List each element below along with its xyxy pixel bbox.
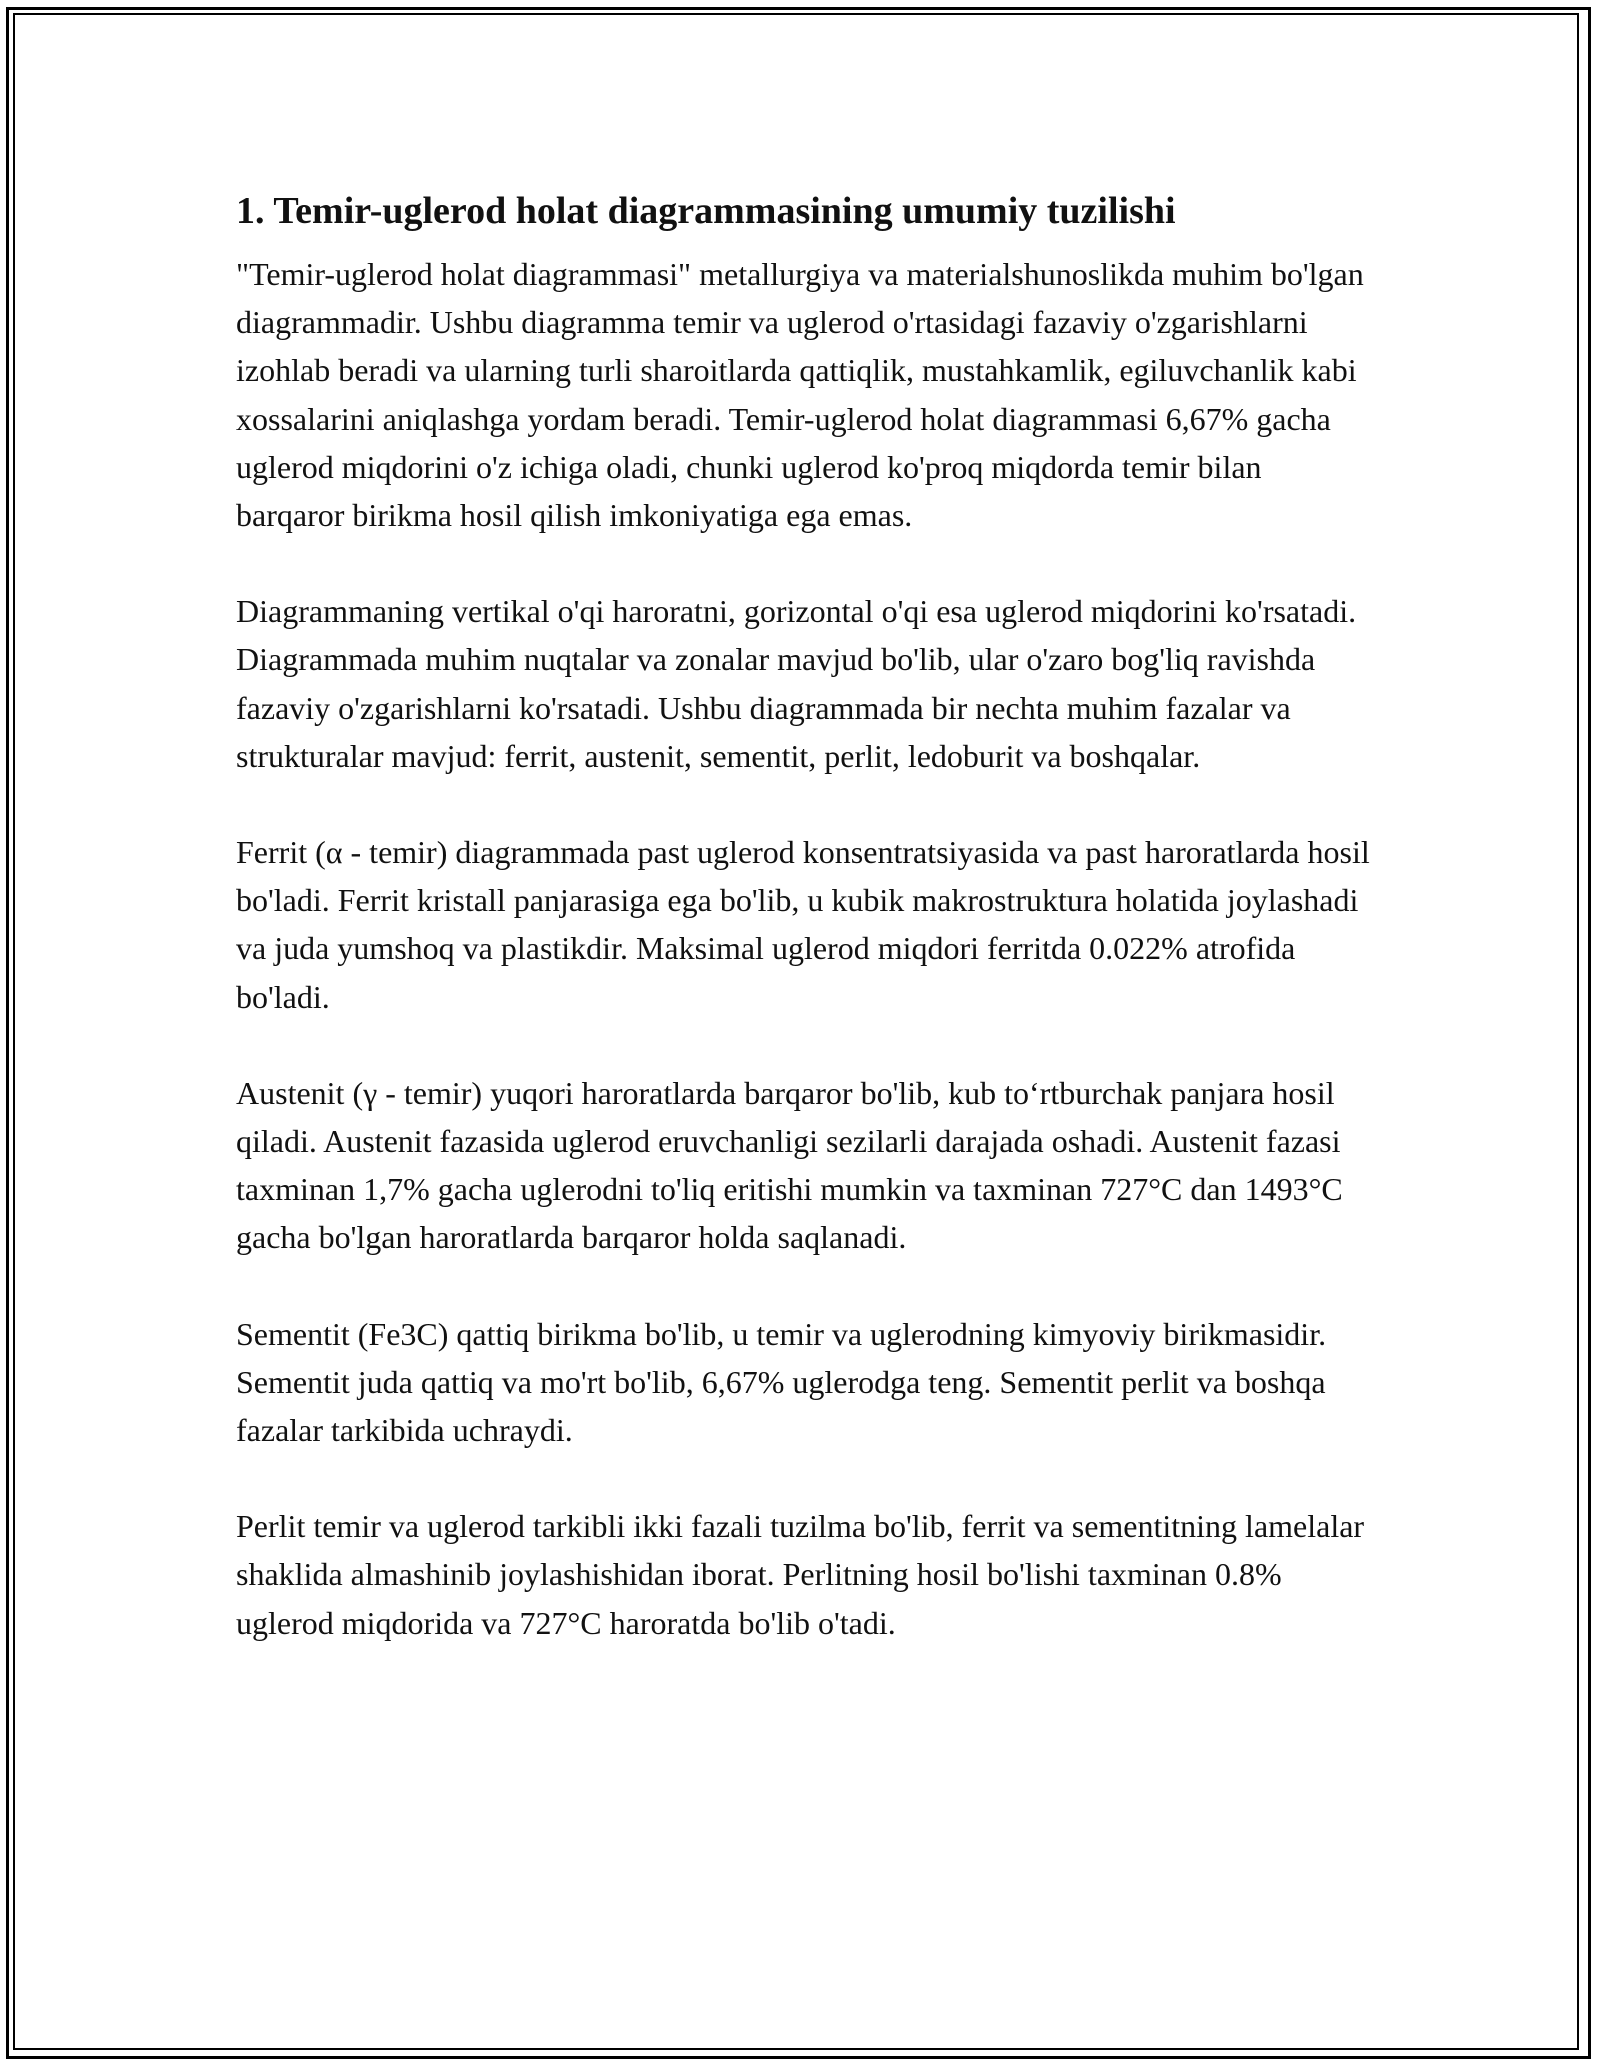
section-heading: 1. Temir-uglerod holat diagrammasining umumiy tuzilishi [236,190,1176,232]
paragraph-axes: Diagrammaning vertikal o'qi haroratni, gorizontal o'qi esa uglerod miqdorini ko'rsatadi. Diagrammada muhim nuqtalar va zonalar mavjud bo'lib, ular o'zaro bog'liq ravishda fazaviy o'zgarishlarni ko'rsatadi. Ushbu diagrammada bir nechta muhim fazalar va strukturalar mavjud: ferrit, austenit, sementit, perlit, ledoburit va boshqalar. [236,593,1357,774]
paragraph-intro: "Temir-uglerod holat diagrammasi" metallurgiya va materialshunoslikda muhim bo'lgan diagrammadir. Ushbu diagramma temir va uglerod o'rtasidagi fazaviy o'zgarishlarni izohlab beradi va ularning turli sharoitlarda qattiqlik, mustahkamlik, egiluvchanlik kabi xossalarini aniqlashga yordam beradi. Temir-uglerod holat diagrammasi 6,67% gacha uglerod miqdorini o'z ichiga oladi, chunki uglerod ko'proq miqdorda temir bilan barqaror birikma hosil qilish imkoniyatiga ega emas. [236,256,1364,534]
paragraph-ferrit: Ferrit (α - temir) diagrammada past uglerod konsentratsiyasida va past haroratlarda hosil bo'ladi. Ferrit kristall panjarasiga ega bo'lib, u kubik makrostruktura holatida joylashadi va juda yumshoq va plastikdir. Maksimal uglerod miqdori ferritda 0.022% atrofida bo'ladi. [236,834,1370,1015]
paragraph-austenit: Austenit (γ - temir) yuqori haroratlarda barqaror bo'lib, kub to‘rtburchak panjara hosil qiladi. Austenit fazasida uglerod eruvchanligi sezilarli darajada oshadi. Austenit fazasi taxminan 1,7% gacha uglerodni to'liq eritishi mumkin va taxminan 727°C dan 1493°C gacha bo'lgan haroratlarda barqaror holda saqlanadi. [236,1074,1343,1256]
paragraph-perlit: Perlit temir va uglerod tarkibli ikki fazali tuzilma bo'lib, ferrit va sementitning lamelalar shaklida almashinib joylashishidan iborat. Perlitning hosil bo'lishi taxminan 0.8% uglerod miqdorida va 727°C haroratda bo'lib o'tadi. [236,1508,1365,1641]
paragraph-sementit: Sementit (Fe3C) qattiq birikma bo'lib, u temir va uglerodning kimyoviy birikmasidir. Sementit juda qattiq va mo'rt bo'lib, 6,67% uglerodga teng. Sementit perlit va boshqa fazalar tarkibida uchraydi. [236,1315,1327,1449]
document-body [236,186,1374,1695]
